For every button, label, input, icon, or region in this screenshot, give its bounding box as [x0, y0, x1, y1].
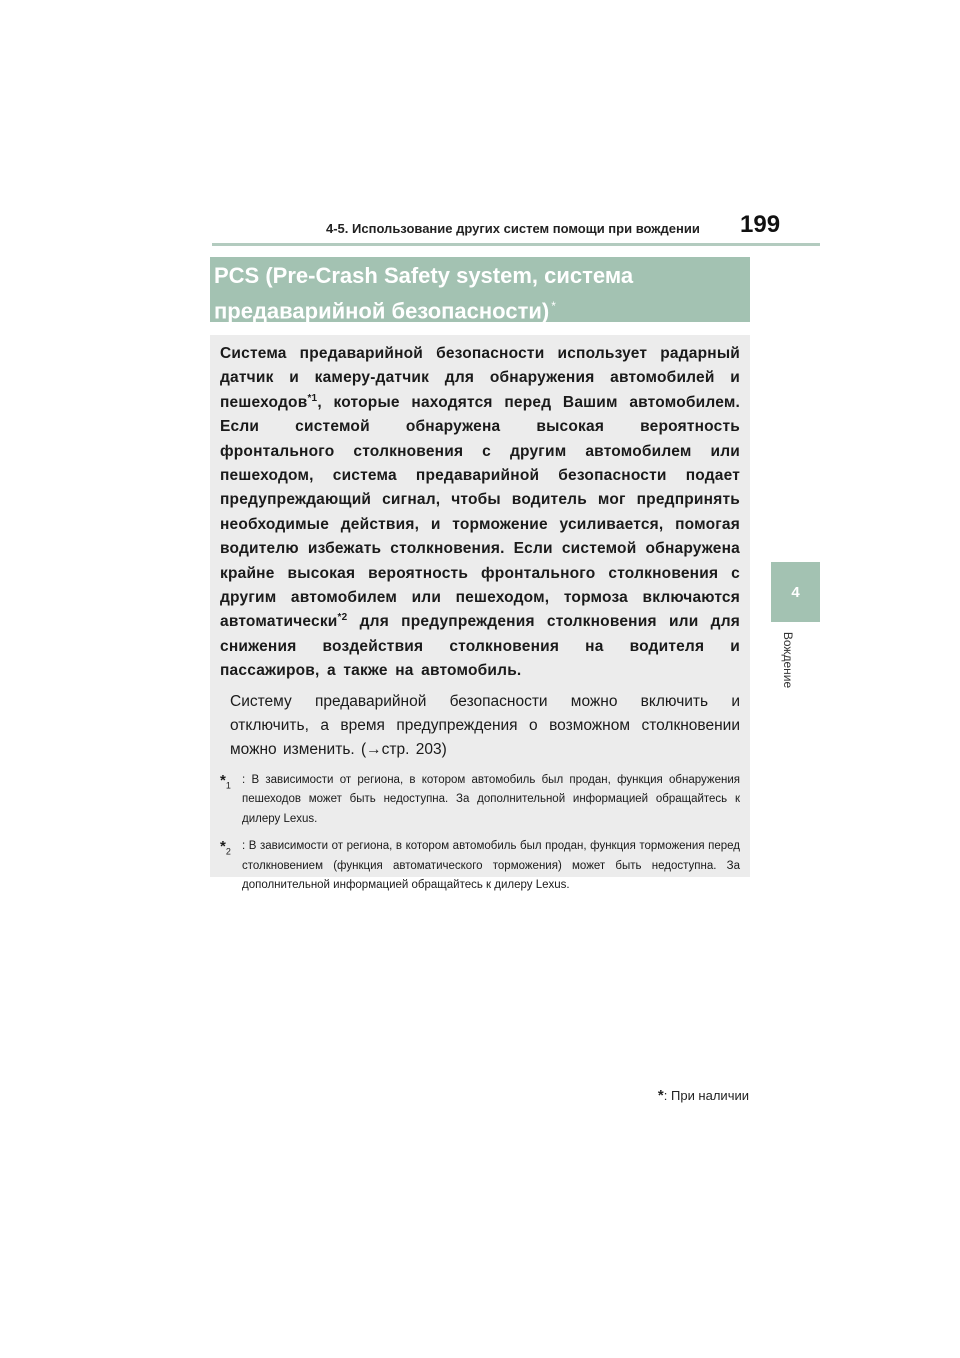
section-title: [210, 257, 750, 322]
content-box: [210, 335, 750, 892]
chapter-label: Вождение: [781, 631, 795, 689]
header-divider: [212, 243, 820, 246]
title-line-1: PCS (Pre-Crash Safety system, система: [214, 263, 634, 288]
footnote-2-number: 2: [225, 846, 231, 857]
footnote-2: [220, 837, 740, 896]
footnote-2-text: : В зависимости от региона, в котором автомобиль был продан, функция торможения перед столкновением (функция автоматического торможения) может быть недоступна. За дополнительной информацией обращайтесь к дилеру Lexus.: [242, 840, 740, 892]
intro-text-3: для предупреждения столкновения или для снижения воздействия столкновения на водителя и пассажиров, а также на автомобиль.: [220, 613, 740, 680]
title-asterisk: *: [551, 299, 556, 313]
availability-asterisk: *: [657, 1087, 664, 1104]
chapter-tab[interactable]: [771, 562, 820, 622]
footnote-ref-2: *2: [337, 612, 348, 624]
footnote-2-asterisk: *: [220, 838, 226, 856]
footnote-ref-1: *1: [307, 392, 318, 404]
title-line-2: предаварийной безопасности): [214, 298, 550, 324]
footnote-1: [220, 771, 740, 830]
intro-text-2: , которые находятся перед Вашим автомобилем. Если системой обнаружена высокая вероятность фронтального столкновения с другим автомобилем или пешеходом, система предаварийной безопасности подает предупреждающий сигнал, чтобы водитель мог предпринять необходимые действия, и торможение усиливается, помогая водителю избежать столкновения. Если системой обнаружена крайне высокая вероятность фронтального столкновения с другим автомобилем или пешеходом, тормоза включаются автоматически: [220, 393, 740, 631]
chapter-number: 4: [791, 583, 800, 601]
availability-text: : При наличии: [663, 1088, 749, 1103]
intro-paragraph: [220, 342, 740, 684]
footnote-1-text: : В зависимости от региона, в котором автомобиль был продан, функция обнаружения пешеходов может быть недоступна. За дополнительной информацией обращайтесь к дилеру Lexus.: [242, 773, 740, 825]
page-number: 199: [740, 211, 781, 238]
section-header: 4-5. Использование других систем помощи при вождении: [326, 221, 700, 236]
intro-text-1: Система предаварийной безопасности использует радарный датчик и камеру-датчик для обнаружения автомобилей и пешеходов: [220, 345, 740, 411]
footnote-1-asterisk: *: [220, 771, 226, 789]
footnote-1-number: 1: [225, 779, 231, 790]
body-paragraph: Систему предаварийной безопасности можно включить и отключить, а время предупреждения о возможном столкновении можно изменить. (→стр. 203): [230, 692, 740, 759]
availability-note: [658, 1087, 749, 1104]
